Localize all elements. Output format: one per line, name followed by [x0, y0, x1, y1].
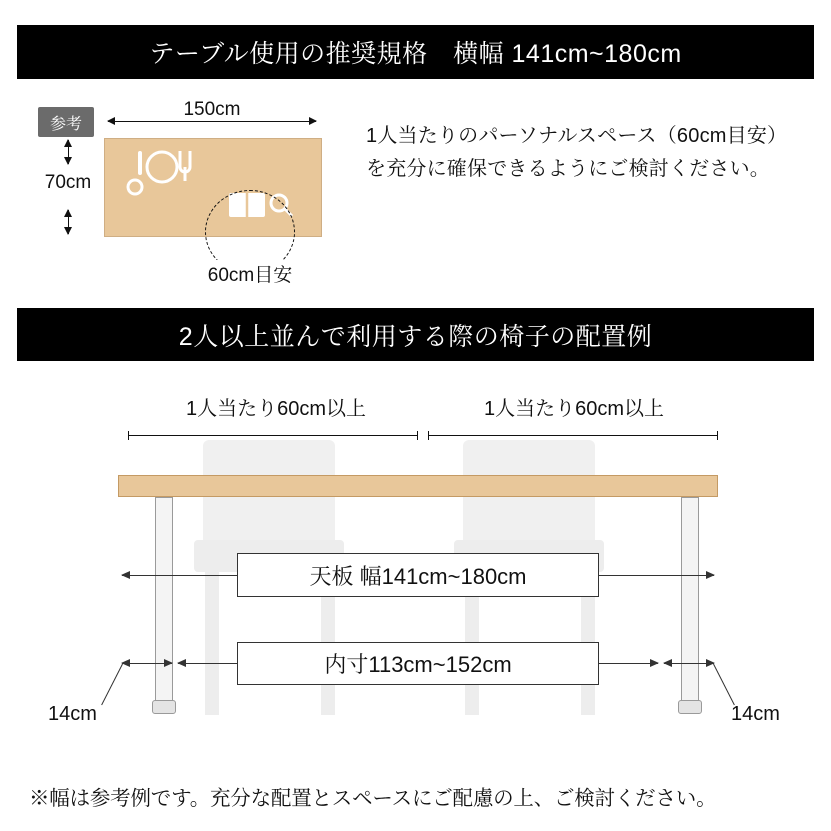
table-leg-right — [681, 497, 699, 702]
section-recommended-size — [0, 90, 831, 290]
footnote: ※幅は参考例です。充分な配置とスペースにご配慮の上、ご検討ください。 — [29, 787, 717, 810]
table-depth-arrow-top — [68, 140, 69, 164]
leg-offset-leader-right — [713, 664, 735, 705]
table-foot-left — [152, 700, 176, 714]
header-bar-top — [17, 25, 814, 79]
reference-tag-label: 参考 — [49, 115, 82, 133]
header-bar-mid-label: 2人以上並んで利用する際の椅子の配置例 — [178, 322, 653, 351]
description-paragraph: 1人当たりのパーソナルスペース（60cm目安）を充分に確保できるようにご検討ください。 — [366, 125, 788, 180]
top-width-measure-label: 天板 幅141cm~180cm — [309, 563, 527, 589]
leg-offset-line-left — [122, 663, 172, 664]
leg-offset-label-right: 14cm — [731, 703, 780, 725]
top-width-measure-box — [237, 553, 599, 597]
header-bar-top-label: テーブル使用の推奨規格 横幅 141cm~180cm — [149, 40, 682, 68]
table-width-label: 150cm — [183, 99, 241, 120]
table-top-panel — [118, 475, 718, 497]
leg-offset-line-right — [664, 663, 714, 664]
table-leg-left — [155, 497, 173, 702]
reference-tag — [38, 107, 94, 137]
span-line-left — [128, 435, 418, 436]
table-depth-label: 70cm — [44, 172, 92, 193]
leg-offset-label-left: 14cm — [48, 703, 97, 725]
span-line-right — [428, 435, 718, 436]
inner-width-measure-label: 内寸113cm~152cm — [324, 652, 512, 677]
personal-space-label: 60cm目安 — [190, 260, 310, 287]
table-foot-right — [678, 700, 702, 714]
section-chair-layout — [0, 370, 831, 770]
header-bar-mid — [17, 308, 814, 361]
chair-left-leg-left — [205, 570, 219, 715]
leg-offset-leader-left — [101, 664, 123, 705]
span-label-left: 1人当たり60cm以上 — [185, 398, 367, 420]
table-width-arrow — [108, 121, 316, 122]
span-label-right: 1人当たり60cm以上 — [483, 398, 665, 420]
inner-width-measure-box — [237, 642, 599, 685]
table-depth-arrow-bottom — [68, 210, 69, 234]
